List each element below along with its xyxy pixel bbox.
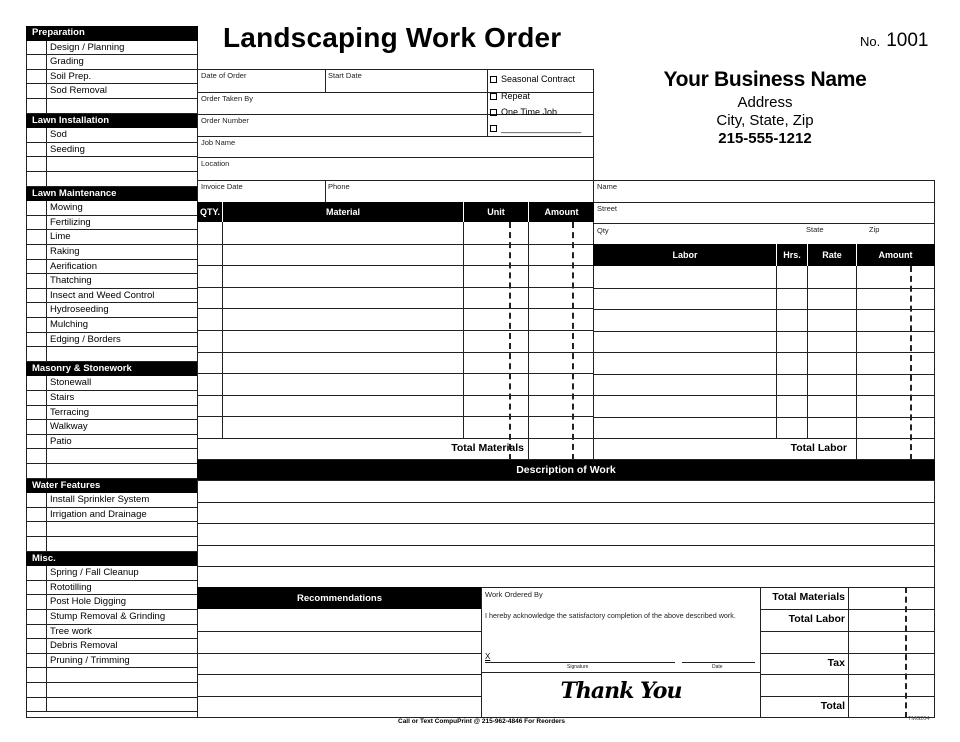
recommendation-line[interactable] — [197, 653, 482, 675]
labor-table-row[interactable] — [593, 266, 935, 288]
materials-table-row[interactable] — [197, 287, 594, 309]
materials-table-row[interactable] — [197, 265, 594, 287]
service-checkbox[interactable] — [26, 84, 47, 98]
business-name: Your Business Name — [663, 68, 867, 91]
service-checkbox[interactable] — [26, 143, 47, 157]
labor-table-row[interactable] — [593, 374, 935, 396]
repeat-checkbox[interactable] — [490, 91, 530, 101]
service-label: Terracing — [50, 406, 90, 418]
sidebar-service-item[interactable] — [26, 376, 198, 391]
service-checkbox[interactable] — [26, 216, 47, 230]
one-time-job-checkbox[interactable] — [490, 107, 557, 117]
service-checkbox[interactable] — [26, 99, 47, 113]
service-label: Soil Prep. — [50, 70, 92, 82]
service-label: Stump Removal & Grinding — [50, 611, 166, 622]
service-label: Design / Planning — [50, 41, 125, 53]
customer-name-field[interactable]: Name — [597, 182, 618, 191]
page-title: Landscaping Work Order — [223, 22, 562, 53]
sidebar-section-header: Misc. — [26, 552, 198, 567]
service-checkbox[interactable] — [26, 435, 47, 449]
description-line[interactable] — [197, 566, 935, 588]
totals-label: Total — [820, 700, 845, 713]
labor-table-row[interactable] — [593, 331, 935, 353]
checkbox-icon — [490, 93, 497, 100]
order-number — [860, 30, 929, 52]
sidebar-service-item[interactable] — [26, 172, 198, 187]
materials-table-row[interactable] — [197, 330, 594, 352]
sidebar-section-header: Lawn Installation — [26, 114, 198, 129]
business-phone: 215-555-1212 — [718, 130, 812, 147]
service-label: Sod — [50, 129, 67, 141]
service-label: Thatching — [50, 275, 92, 287]
service-checkbox[interactable] — [26, 581, 47, 595]
phone-field[interactable]: Phone — [328, 182, 350, 191]
sidebar-service-item[interactable] — [26, 668, 198, 683]
totals-value-field[interactable] — [849, 587, 935, 609]
description-title: Description of Work — [516, 464, 616, 476]
form-code: TMG204 — [908, 716, 930, 722]
service-label: Irrigation and Drainage — [50, 508, 147, 520]
sidebar-service-item[interactable] — [26, 274, 198, 289]
sidebar-service-item[interactable] — [26, 566, 198, 581]
customer-zip-field[interactable]: Zip — [869, 225, 880, 234]
service-checkbox[interactable] — [26, 522, 47, 536]
service-label: Tree work — [50, 625, 92, 637]
service-checkbox[interactable] — [26, 493, 47, 507]
service-label: Patio — [50, 435, 72, 447]
recommendation-line[interactable] — [197, 609, 482, 631]
labor-table-row[interactable] — [593, 395, 935, 417]
business-address: Address — [737, 94, 793, 111]
sidebar-section-header: Preparation — [26, 26, 198, 41]
service-checkbox[interactable] — [26, 157, 47, 171]
job-name-field[interactable]: Job Name — [201, 138, 236, 147]
service-checkbox[interactable] — [26, 274, 47, 288]
date-line[interactable] — [682, 653, 755, 663]
sidebar-service-item[interactable] — [26, 289, 198, 304]
sidebar-service-item[interactable] — [26, 245, 198, 260]
checkbox-label: Repeat — [501, 91, 531, 101]
seasonal-contract-checkbox[interactable] — [490, 74, 575, 84]
recommendation-line[interactable] — [197, 674, 482, 696]
service-checkbox[interactable] — [26, 420, 47, 434]
sidebar-service-item[interactable] — [26, 595, 198, 610]
service-checkbox[interactable] — [26, 610, 47, 624]
service-checkbox[interactable] — [26, 41, 47, 55]
description-line[interactable] — [197, 523, 935, 545]
service-label: Pruning / Trimming — [50, 654, 130, 666]
service-label: Spring / Fall Cleanup — [50, 567, 139, 579]
labor-header-amount: Amount — [878, 250, 913, 260]
thank-you-script: Thank You — [560, 678, 682, 704]
service-label: Walkway — [50, 421, 88, 433]
recommendations-header — [197, 587, 482, 609]
materials-table-row[interactable] — [197, 352, 594, 374]
sidebar-service-item[interactable] — [26, 303, 198, 318]
service-checkbox[interactable] — [26, 406, 47, 420]
sidebar-service-item[interactable] — [26, 508, 198, 523]
order-taken-by-field[interactable]: Order Taken By — [201, 94, 253, 103]
sidebar-service-item[interactable] — [26, 435, 198, 450]
service-checkbox[interactable] — [26, 333, 47, 347]
sidebar-service-item[interactable] — [26, 449, 198, 464]
sidebar-service-item[interactable] — [26, 70, 198, 85]
business-city-state-zip: City, State, Zip — [716, 112, 814, 129]
labor-header-labor: Labor — [672, 250, 698, 260]
sidebar-service-item[interactable] — [26, 464, 198, 479]
service-checkbox[interactable] — [26, 172, 47, 186]
checkbox-label: Seasonal Contract — [501, 74, 576, 84]
service-label: Grading — [50, 56, 84, 68]
service-checkbox[interactable] — [26, 318, 47, 332]
sidebar-service-item[interactable] — [26, 318, 198, 333]
service-checkbox[interactable] — [26, 376, 47, 390]
service-label: Aerification — [50, 260, 97, 272]
service-label: Install Sprinkler System — [50, 494, 150, 506]
signature-caption: Signature — [567, 664, 589, 670]
service-label: Lime — [50, 231, 71, 243]
service-checkbox[interactable] — [26, 537, 47, 551]
service-checkbox[interactable] — [26, 625, 47, 639]
sidebar-section-header: Water Features — [26, 479, 198, 494]
materials-table-row[interactable] — [197, 416, 594, 438]
service-label: Raking — [50, 246, 80, 257]
totals-label: Total Labor — [788, 612, 845, 625]
description-header — [197, 460, 935, 480]
totals-value-field[interactable] — [849, 674, 935, 696]
sidebar-service-item[interactable] — [26, 683, 198, 698]
order-number-value: 1001 — [886, 30, 929, 51]
customer-street-field[interactable]: Street — [597, 204, 618, 213]
customer-info-box — [593, 180, 935, 246]
customer-city-field[interactable]: Qty — [597, 226, 609, 235]
materials-header-qty: QTY. — [199, 207, 220, 217]
service-checkbox[interactable] — [26, 449, 47, 463]
sidebar-service-item[interactable] — [26, 391, 198, 406]
sidebar-service-item[interactable] — [26, 654, 198, 669]
service-checkbox[interactable] — [26, 639, 47, 653]
service-checkbox[interactable] — [26, 245, 47, 259]
sidebar-service-item[interactable] — [26, 537, 198, 552]
checkbox-icon — [490, 76, 497, 83]
labor-header-hrs: Hrs. — [783, 250, 801, 260]
service-checkbox[interactable] — [26, 654, 47, 668]
order-number-field[interactable]: Order Number — [201, 116, 249, 125]
service-checkbox[interactable] — [26, 683, 47, 697]
service-label: Stairs — [50, 392, 75, 403]
customer-state-field[interactable]: State — [806, 225, 824, 234]
order-number-label: No. — [860, 34, 881, 49]
date-of-order-field[interactable]: Date of Order — [201, 71, 247, 80]
totals-value-field[interactable] — [849, 653, 935, 675]
description-line[interactable] — [197, 502, 935, 524]
service-checkbox[interactable] — [26, 464, 47, 478]
service-label: Mowing — [50, 202, 83, 214]
labor-table-row[interactable] — [593, 288, 935, 310]
service-label: Insect and Weed Control — [50, 289, 155, 301]
service-label: Edging / Borders — [50, 333, 121, 345]
sidebar-service-item[interactable] — [26, 99, 198, 114]
service-checkbox[interactable] — [26, 566, 47, 580]
sidebar-service-item[interactable] — [26, 625, 198, 640]
sidebar-service-item[interactable] — [26, 522, 198, 537]
totals-label: Tax — [827, 656, 845, 669]
sidebar-service-item[interactable] — [26, 610, 198, 625]
sidebar-service-item[interactable] — [26, 698, 198, 713]
sidebar-service-item[interactable] — [26, 143, 198, 158]
acknowledgement-text: I hereby acknowledge the satisfactory completion of the above described work. — [485, 611, 736, 620]
materials-header-material: Material — [325, 207, 360, 217]
totals-value-field[interactable] — [849, 696, 935, 718]
service-checkbox[interactable] — [26, 347, 47, 361]
materials-table-row[interactable] — [197, 244, 594, 266]
location-field[interactable]: Location — [201, 159, 230, 168]
service-label: Seeding — [50, 143, 85, 155]
labor-table-row[interactable] — [593, 417, 935, 439]
labor-table-row[interactable] — [593, 352, 935, 374]
sidebar-service-item[interactable] — [26, 216, 198, 231]
checkbox-icon — [490, 125, 497, 132]
labor-header-rate: Rate — [822, 250, 842, 260]
business-info — [595, 68, 935, 147]
totals-value-field[interactable] — [849, 631, 935, 653]
signature-line[interactable] — [485, 653, 675, 663]
invoice-date-field[interactable]: Invoice Date — [201, 182, 243, 191]
sidebar-service-item[interactable] — [26, 55, 198, 70]
service-checkbox[interactable] — [26, 668, 47, 682]
sidebar-service-item[interactable] — [26, 493, 198, 508]
totals-value-field[interactable] — [849, 609, 935, 631]
recommendation-line[interactable] — [197, 696, 482, 718]
service-checkbox[interactable] — [26, 303, 47, 317]
materials-table-row[interactable] — [197, 373, 594, 395]
materials-table-row[interactable] — [197, 308, 594, 330]
service-checkbox[interactable] — [26, 508, 47, 522]
description-line[interactable] — [197, 545, 935, 567]
sidebar-service-item[interactable] — [26, 41, 198, 56]
service-label: Stonewall — [50, 377, 92, 389]
service-label: Sod Removal — [50, 85, 108, 97]
work-ordered-by-field[interactable]: Work Ordered By — [485, 590, 543, 599]
recommendations-title: Recommendations — [297, 592, 382, 604]
sidebar-service-item[interactable] — [26, 260, 198, 275]
sidebar-service-item[interactable] — [26, 333, 198, 348]
service-checkbox[interactable] — [26, 595, 47, 609]
totals-label: Total Materials — [772, 591, 845, 603]
service-label: Post Hole Digging — [50, 596, 127, 608]
service-checkbox[interactable] — [26, 391, 47, 405]
service-checkbox[interactable] — [26, 260, 47, 274]
service-label: Rototilling — [50, 581, 92, 593]
service-label: Debris Removal — [50, 640, 118, 652]
sidebar-service-item[interactable] — [26, 347, 198, 362]
service-label: Hydroseeding — [50, 304, 109, 316]
start-date-field[interactable]: Start Date — [328, 71, 362, 80]
other-job-type-checkbox[interactable] — [490, 123, 581, 133]
sidebar-service-item[interactable] — [26, 420, 198, 435]
checkbox-label: One Time Job — [501, 107, 558, 117]
service-checkbox[interactable] — [26, 230, 47, 244]
reorder-footer: Call or Text CompuPrint @ 215-962-4846 For Reorders — [398, 718, 565, 725]
checkbox-label: ________________ — [501, 123, 582, 133]
sidebar-service-item[interactable] — [26, 157, 198, 172]
sidebar-service-item[interactable] — [26, 406, 198, 421]
total-labor-label: Total Labor — [790, 442, 847, 454]
materials-header-unit: Unit — [487, 207, 505, 217]
service-checkbox[interactable] — [26, 289, 47, 303]
materials-table-row[interactable] — [197, 395, 594, 417]
materials-table-row[interactable] — [197, 222, 594, 244]
sidebar-service-item[interactable] — [26, 230, 198, 245]
description-line[interactable] — [197, 480, 935, 502]
sidebar-section-header: Lawn Maintenance — [26, 187, 198, 202]
service-checkbox[interactable] — [26, 55, 47, 69]
service-checkbox[interactable] — [26, 698, 47, 712]
total-materials-label: Total Materials — [451, 442, 524, 454]
service-label: Mulching — [50, 319, 89, 330]
sidebar-section-header: Masonry & Stonework — [26, 362, 198, 377]
sidebar-service-item[interactable] — [26, 581, 198, 596]
service-checkbox[interactable] — [26, 70, 47, 84]
sidebar-service-item[interactable] — [26, 128, 198, 143]
service-checkbox[interactable] — [26, 201, 47, 215]
materials-header-amount: Amount — [544, 207, 579, 217]
sidebar-service-item[interactable] — [26, 84, 198, 99]
labor-table-row[interactable] — [593, 309, 935, 331]
sidebar-service-item[interactable] — [26, 639, 198, 654]
service-label: Fertilizing — [50, 216, 91, 228]
date-caption: Date — [712, 664, 723, 670]
service-checkbox[interactable] — [26, 128, 47, 142]
checkbox-icon — [490, 109, 497, 116]
recommendation-line[interactable] — [197, 631, 482, 653]
sidebar-service-item[interactable] — [26, 201, 198, 216]
signature-x-mark: X — [485, 652, 491, 661]
